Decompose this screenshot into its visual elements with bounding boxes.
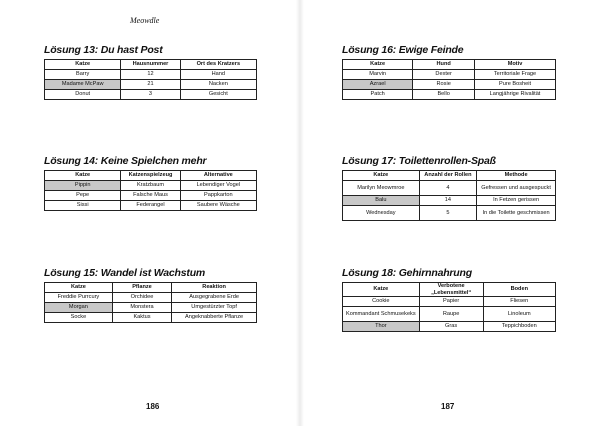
table-cell: Teppichboden xyxy=(483,322,555,332)
table-row xyxy=(343,196,556,206)
table-cell: Azrael xyxy=(343,80,413,90)
table-cell: Kommandant Schmusekeks xyxy=(343,307,420,322)
solution-heading: Lösung 14: Keine Spielchen mehr xyxy=(44,155,207,167)
table-row xyxy=(343,322,556,332)
column-header: Anzahl der Rollen xyxy=(419,171,477,181)
solution-table xyxy=(342,282,556,332)
column-header: Katze xyxy=(45,283,113,293)
column-header: Methode xyxy=(477,171,556,181)
table-cell: 12 xyxy=(121,70,180,80)
column-header: Katzenspielzeug xyxy=(121,171,180,181)
table-cell: Ausgegrabene Erde xyxy=(172,293,257,303)
table-cell: Falsche Maus xyxy=(121,191,180,201)
table-cell: Pure Bosheit xyxy=(475,80,556,90)
table-cell: Barry xyxy=(45,70,121,80)
column-header: Katze xyxy=(45,171,121,181)
page-number: 187 xyxy=(441,402,455,411)
table-header-row xyxy=(343,171,556,181)
table-cell: Orchidee xyxy=(112,293,171,303)
table-cell: Wednesday xyxy=(343,206,420,221)
table-cell: Monstera xyxy=(112,303,171,313)
table-cell: Marvin xyxy=(343,70,413,80)
table-cell: Marilyn Meowmroe xyxy=(343,181,420,196)
table-cell: Papier xyxy=(419,297,483,307)
table-cell: Sissi xyxy=(45,201,121,211)
table-cell: In die Toilette geschmissen xyxy=(477,206,556,221)
table-cell: Patch xyxy=(343,90,413,100)
table-cell: Dexter xyxy=(413,70,475,80)
table-cell: Kaktus xyxy=(112,313,171,323)
column-header: Boden xyxy=(483,283,555,297)
table-cell: Pappkarton xyxy=(180,191,256,201)
column-header: Katze xyxy=(343,60,413,70)
table-cell: Angeknabberte Pflanze xyxy=(172,313,257,323)
table-row xyxy=(343,181,556,196)
table-cell: Hand xyxy=(180,70,256,80)
column-header: Reaktion xyxy=(172,283,257,293)
table-row xyxy=(343,70,556,80)
table-cell: Saubere Wäsche xyxy=(180,201,256,211)
table-cell: Morgan xyxy=(45,303,113,313)
column-header: Motiv xyxy=(475,60,556,70)
table-cell: Balu xyxy=(343,196,420,206)
table-cell: 5 xyxy=(419,206,477,221)
solution-heading: Lösung 16: Ewige Feinde xyxy=(342,44,464,56)
solution-heading: Lösung 17: Toilettenrollen-Spaß xyxy=(342,155,496,167)
table-cell: Fliesen xyxy=(483,297,555,307)
table-cell: Linoleum xyxy=(483,307,555,322)
table-cell: Socke xyxy=(45,313,113,323)
table-cell: 21 xyxy=(121,80,180,90)
table-cell: Lebendiger Vogel xyxy=(180,181,256,191)
solution-18 xyxy=(342,267,556,332)
page-number: 186 xyxy=(146,402,160,411)
solution-17 xyxy=(342,155,556,221)
table-cell: Raupe xyxy=(419,307,483,322)
table-cell: Gras xyxy=(419,322,483,332)
solution-table xyxy=(342,170,556,221)
column-header: Pflanze xyxy=(112,283,171,293)
column-header: Hund xyxy=(413,60,475,70)
table-cell: Freddie Purrcury xyxy=(45,293,113,303)
table-row xyxy=(343,90,556,100)
running-header: Meowdle xyxy=(130,16,160,25)
solution-16 xyxy=(342,44,556,100)
table-cell: Rosie xyxy=(413,80,475,90)
table-cell: Langjährige Rivalität xyxy=(475,90,556,100)
column-header: Katze xyxy=(343,283,420,297)
table-header-row xyxy=(343,60,556,70)
table-row xyxy=(343,297,556,307)
table-cell: Gefressen und ausgespuckt xyxy=(477,181,556,196)
table-cell: Kratzbaum xyxy=(121,181,180,191)
solution-table xyxy=(342,59,556,100)
table-cell: Donut xyxy=(45,90,121,100)
column-header: Verbotene „Lebensmittel“ xyxy=(419,283,483,297)
table-cell: Umgestürzter Topf xyxy=(172,303,257,313)
table-cell: Territoriale Frage xyxy=(475,70,556,80)
column-header: Katze xyxy=(45,60,121,70)
table-cell: 4 xyxy=(419,181,477,196)
table-row xyxy=(343,206,556,221)
solution-heading: Lösung 18: Gehirnnahrung xyxy=(342,267,472,279)
table-header-row xyxy=(343,283,556,297)
solution-heading: Lösung 13: Du hast Post xyxy=(44,44,163,56)
column-header: Ort des Kratzers xyxy=(180,60,256,70)
table-row xyxy=(343,80,556,90)
table-cell: In Fetzen gerissen xyxy=(477,196,556,206)
table-cell: Cookie xyxy=(343,297,420,307)
table-cell: Nacken xyxy=(180,80,256,90)
table-cell: Federangel xyxy=(121,201,180,211)
table-cell: Thor xyxy=(343,322,420,332)
table-cell: Gesicht xyxy=(180,90,256,100)
column-header: Katze xyxy=(343,171,420,181)
table-cell: 14 xyxy=(419,196,477,206)
column-header: Hausnummer xyxy=(121,60,180,70)
table-cell: Pepe xyxy=(45,191,121,201)
table-row xyxy=(343,307,556,322)
table-cell: Bello xyxy=(413,90,475,100)
table-cell: 3 xyxy=(121,90,180,100)
column-header: Alternative xyxy=(180,171,256,181)
table-cell: Pippin xyxy=(45,181,121,191)
solution-heading: Lösung 15: Wandel ist Wachstum xyxy=(44,267,206,279)
table-cell: Madame McPaw xyxy=(45,80,121,90)
